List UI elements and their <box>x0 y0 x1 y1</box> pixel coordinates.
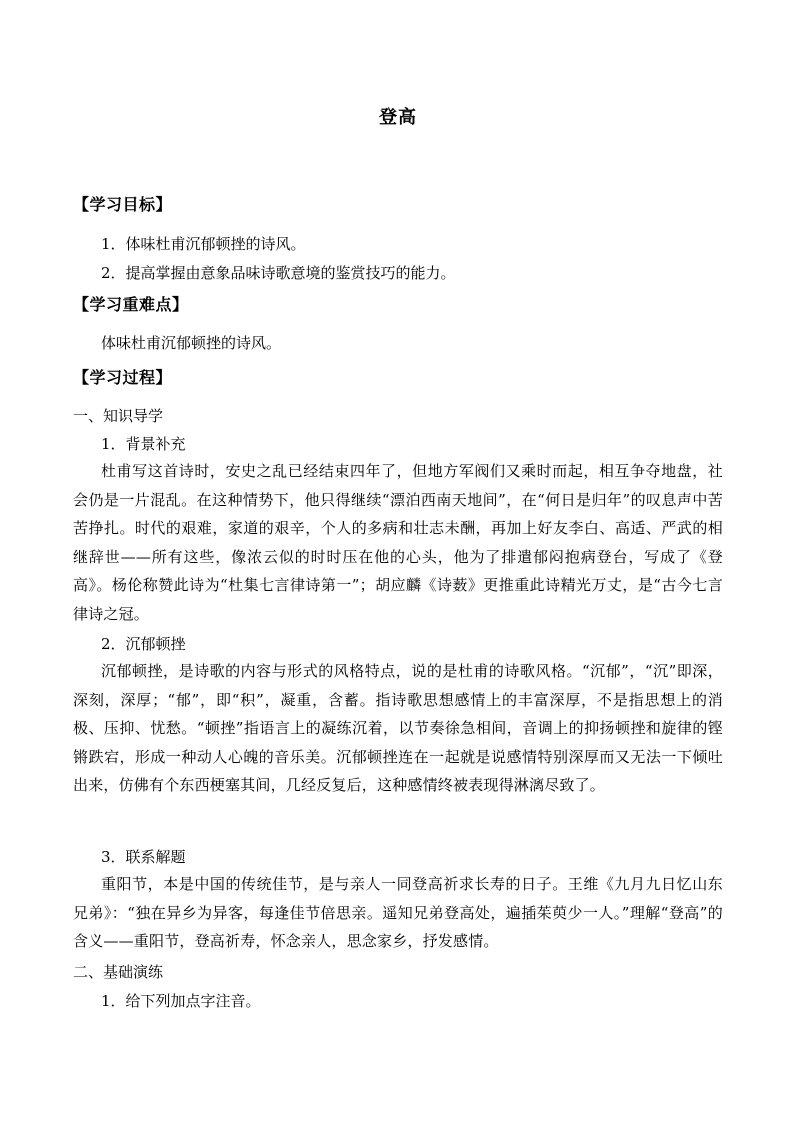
section-heading-process: 【学习过程】 <box>73 368 173 387</box>
sub3-paragraph: 重阳节，本是中国的传统佳节，是与亲人一同登高祈求长寿的日子。王维《九月九日忆山东兄弟》：“独在异乡为异客，每逢佳节倍思亲。遥知兄弟登高处，遍插茱萸少一人。”理解“登高”的含义——重阳节，登高祈寿，怀念亲人，思念家乡，抒发感情。 <box>73 875 723 951</box>
page-title: 登高 <box>379 107 417 128</box>
part2-item-1: 1．给下列加点字注音。 <box>101 992 261 1010</box>
sub3-title: 3．联系解题 <box>101 848 186 866</box>
sub1-title: 1．背景补充 <box>101 435 186 453</box>
sub2-paragraph: 沉郁顿挫，是诗歌的内容与形式的风格特点，说的是杜甫的诗歌风格。“沉郁”，“沉”即深，深刻，深厚；“郁”，即“积”，凝重，含蓄。指诗歌思想感情上的丰富深厚，不是指思想上的消极、压抑、忧愁。“顿挫”指语言上的凝练沉着，以节奏徐急相间，音调上的抑扬顿挫和旋律的铿锵跌宕，形成一种动人心魄的音乐美。沉郁顿挫连在一起就是说感情特别深厚而又无法一下倾吐出来，仿佛有个东西梗塞其间，几经反复后，这种感情终被表现得淋漓尽致了。 <box>73 662 723 795</box>
key-points-text: 体味杜甫沉郁顿挫的诗风。 <box>101 334 282 352</box>
sub1-paragraph: 杜甫写这首诗时，安史之乱已经结束四年了，但地方军阀们又乘时而起，相互争夺地盘，社会仍是一片混乱。在这种情势下，他只得继续“漂泊西南天地间”，在“何日是归年”的叹息声中苦苦挣扎。时代的艰难，家道的艰辛，个人的多病和壮志未酬，再加上好友李白、高适、严武的相继辞世——所有这些，像浓云似的时时压在他的心头，他为了排遣郁闷抱病登台，写成了《登高》。杨伦称赞此诗为“杜集七言律诗第一”；胡应麟《诗薮》更推重此诗精光万丈，是“古今七言律诗之冠。 <box>73 462 723 623</box>
goal-item-1: 1．体味杜甫沉郁顿挫的诗风。 <box>101 235 306 253</box>
part2-title: 二、基础演练 <box>73 963 164 981</box>
sub2-title: 2．沉郁顿挫 <box>101 635 186 653</box>
section-heading-key-points: 【学习重难点】 <box>73 295 189 314</box>
part1-title: 一、知识导学 <box>73 407 164 425</box>
document-page <box>73 0 723 1123</box>
section-heading-goals: 【学习目标】 <box>73 195 173 214</box>
goal-item-2: 2．提高掌握由意象品味诗歌意境的鉴赏技巧的能力。 <box>101 264 456 282</box>
